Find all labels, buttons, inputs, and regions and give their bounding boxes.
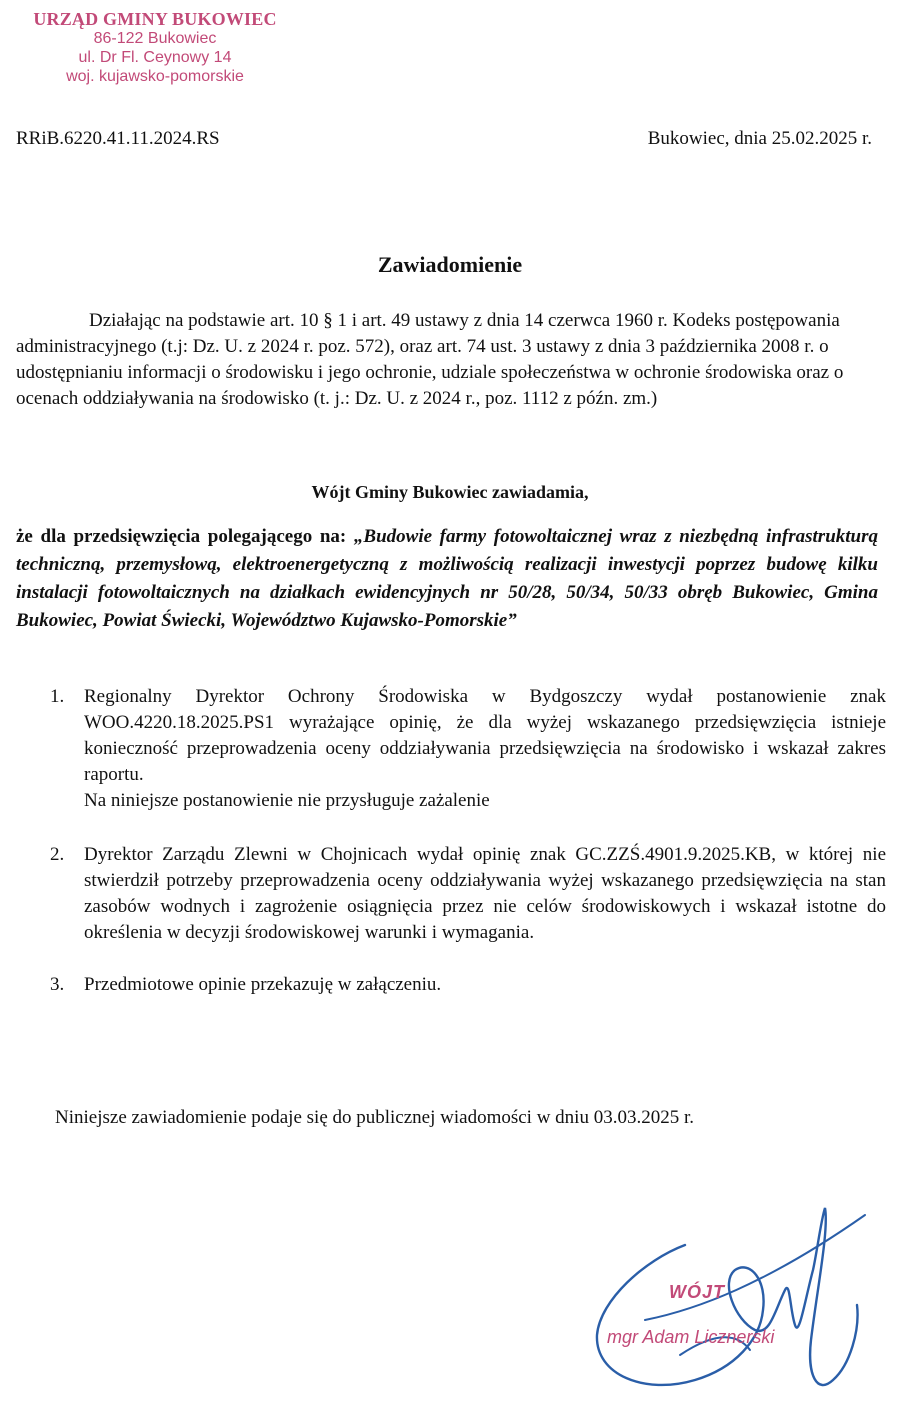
stamp-region: woj. kujawsko-pomorskie bbox=[66, 68, 244, 85]
stamp-office-name: URZĄD GMINY BUKOWIEC bbox=[33, 9, 277, 29]
list-item-text: Dyrektor Zarządu Zlewni w Chojnicach wydał opinię znak GC.ZZŚ.4901.9.2025.KB, w której nie stwierdził potrzeby przeprowadzenia oceny oddziaływania wyżej wskazanego przedsięwzięcia na stan zasobów wodnych i zagrożenie osiągnięcia przez nie celów środowiskowych i wskazał istotne do określenia w decyzji środowiskowej warunki i wymagania. bbox=[84, 844, 886, 943]
list-item-note: Na niniejsze postanowienie nie przysługuje zażalenie bbox=[84, 790, 490, 811]
legal-basis-paragraph: Działając na podstawie art. 10 § 1 i art. 49 ustawy z dnia 14 czerwca 1960 r. Kodeks postępowania administracyjnego (t.j: Dz. U. z 2024 r. poz. 572), oraz art. 74 ust. 3 ustawy z dnia 3 października 2008 r. o udostępnianiu informacji o środowisku i jego ochronie, udziale społeczeństwa w ochronie środowiska oraz o ocenach oddziaływania na środowisko (t. j.: Dz. U. z 2024 r., poz. 1112 z późn. zm.) bbox=[16, 310, 844, 409]
project-description bbox=[16, 523, 878, 635]
signature-stroke bbox=[645, 1215, 865, 1320]
publication-notice: Niniejsze zawiadomienie podaje się do publicznej wiadomości w dniu 03.03.2025 r. bbox=[55, 1107, 694, 1128]
list-item-number: 2. bbox=[50, 844, 65, 865]
reference-number: RRiB.6220.41.11.2024.RS bbox=[16, 128, 220, 149]
list-item bbox=[16, 684, 886, 814]
notice-items-list bbox=[16, 684, 886, 998]
list-item bbox=[16, 842, 886, 946]
project-lead: że dla przedsięwzięcia polegającego na: bbox=[16, 526, 354, 547]
document-header bbox=[16, 128, 872, 150]
signature-stroke bbox=[597, 1208, 858, 1385]
project-name: „Budowie farmy fotowoltaicznej wraz z niezbędną infrastrukturą techniczną, przemysłową, elektroenergetyczną z możliwością realizacji inwestycji poprzez budowę kilku instalacji fotowoltaicznych na działkach ewidencyjnych nr 50/28, 50/34, 50/33 obręb Bukowiec, Gmina Bukowiec, Powiat Świecki, Województwo Kujawsko-Pomorskie” bbox=[16, 526, 878, 631]
list-item bbox=[16, 972, 886, 998]
signature-name: mgr Adam Licznerski bbox=[607, 1327, 775, 1347]
list-item-number: 3. bbox=[50, 974, 65, 995]
office-stamp bbox=[20, 10, 290, 86]
stamp-street: ul. Dr Fl. Ceynowy 14 bbox=[78, 49, 232, 66]
document-title: Zawiadomienie bbox=[377, 252, 523, 277]
announcer-line: Wójt Gminy Bukowiec zawiadamia, bbox=[311, 482, 589, 502]
handwritten-signature bbox=[585, 1190, 875, 1415]
signature-block bbox=[585, 1190, 875, 1415]
place-and-date: Bukowiec, dnia 25.02.2025 r. bbox=[647, 128, 872, 149]
stamp-postal: 86-122 Bukowiec bbox=[93, 30, 217, 47]
list-item-text: Przedmiotowe opinie przekazuję w załączeniu. bbox=[84, 974, 442, 995]
list-item-number: 1. bbox=[50, 686, 65, 707]
list-item-text: Regionalny Dyrektor Ochrony Środowiska w Bydgoszczy wydał postanowienie znak WOO.4220.18.2025.PS1 wyrażające opinię, że dla wyżej wskazanego przedsięwzięcia istnieje konieczność przeprowadzenia oceny oddziaływania przedsięwzięcia na środowisko i wskazał zakres raportu. bbox=[84, 686, 886, 785]
signature-title: WÓJT bbox=[669, 1282, 725, 1302]
